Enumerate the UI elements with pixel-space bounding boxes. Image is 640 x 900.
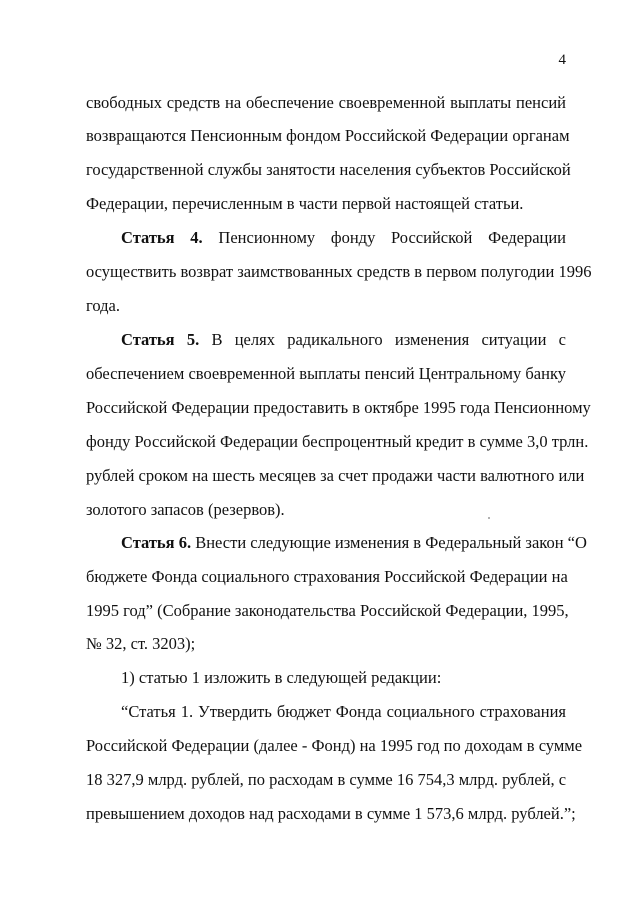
text-line: возвращаются Пенсионным фондом Российской Федерации органам <box>86 126 570 145</box>
article-4-text: Пенсионному фонду Российской Федерации <box>218 228 567 247</box>
text-line: превышением доходов над расходами в сумме 1 573,6 млрд. рублей.”; <box>86 804 576 823</box>
page-number: 4 <box>558 52 566 68</box>
article-6-line <box>121 533 587 553</box>
text-line: Российской Федерации (далее - Фонд) на 1995 год по доходам в сумме <box>86 736 583 755</box>
text-line: золотого запасов (резервов). <box>86 500 285 519</box>
text-line: 18 327,9 млрд. рублей, по расходам в сумме 16 754,3 млрд. рублей, с <box>86 770 567 789</box>
text-line: свободных средств на обеспечение своевременной выплаты пенсий <box>86 93 566 112</box>
text-line: № 32, ст. 3203); <box>86 634 196 653</box>
article-6-text: Внести следующие изменения в Федеральный закон “О <box>195 533 587 552</box>
text-line: “Статья 1. Утвердить бюджет Фонда социального страхования <box>121 702 566 721</box>
article-5-line <box>121 330 566 350</box>
article-6-heading: Статья 6. <box>121 533 192 552</box>
article-4-line <box>121 228 566 248</box>
text-line: года. <box>86 296 120 315</box>
text-line: государственной службы занятости населения субъектов Российской <box>86 160 571 179</box>
text-line: Российской Федерации предоставить в октябре 1995 года Пенсионному <box>86 398 591 417</box>
text-line: Федерации, перечисленным в части первой настоящей статьи. <box>86 194 524 213</box>
text-line: рублей сроком на шесть месяцев за счет продажи части валютного или <box>86 466 585 485</box>
scan-speck <box>488 517 490 519</box>
text-line: 1) статью 1 изложить в следующей редакции: <box>121 668 442 687</box>
text-line: бюджете Фонда социального страхования Российской Федерации на <box>86 567 568 586</box>
article-4-heading: Статья 4. <box>121 228 203 247</box>
text-line: 1995 год” (Собрание законодательства Российской Федерации, 1995, <box>86 601 569 620</box>
text-line: фонду Российской Федерации беспроцентный кредит в сумме 3,0 трлн. <box>86 432 589 451</box>
article-5-heading: Статья 5. <box>121 330 200 349</box>
text-line: осуществить возврат заимствованных средств в первом полугодии 1996 <box>86 262 592 281</box>
article-5-text: В целях радикального изменения ситуации с <box>211 330 567 349</box>
text-line: обеспечением своевременной выплаты пенсий Центральному банку <box>86 364 566 383</box>
